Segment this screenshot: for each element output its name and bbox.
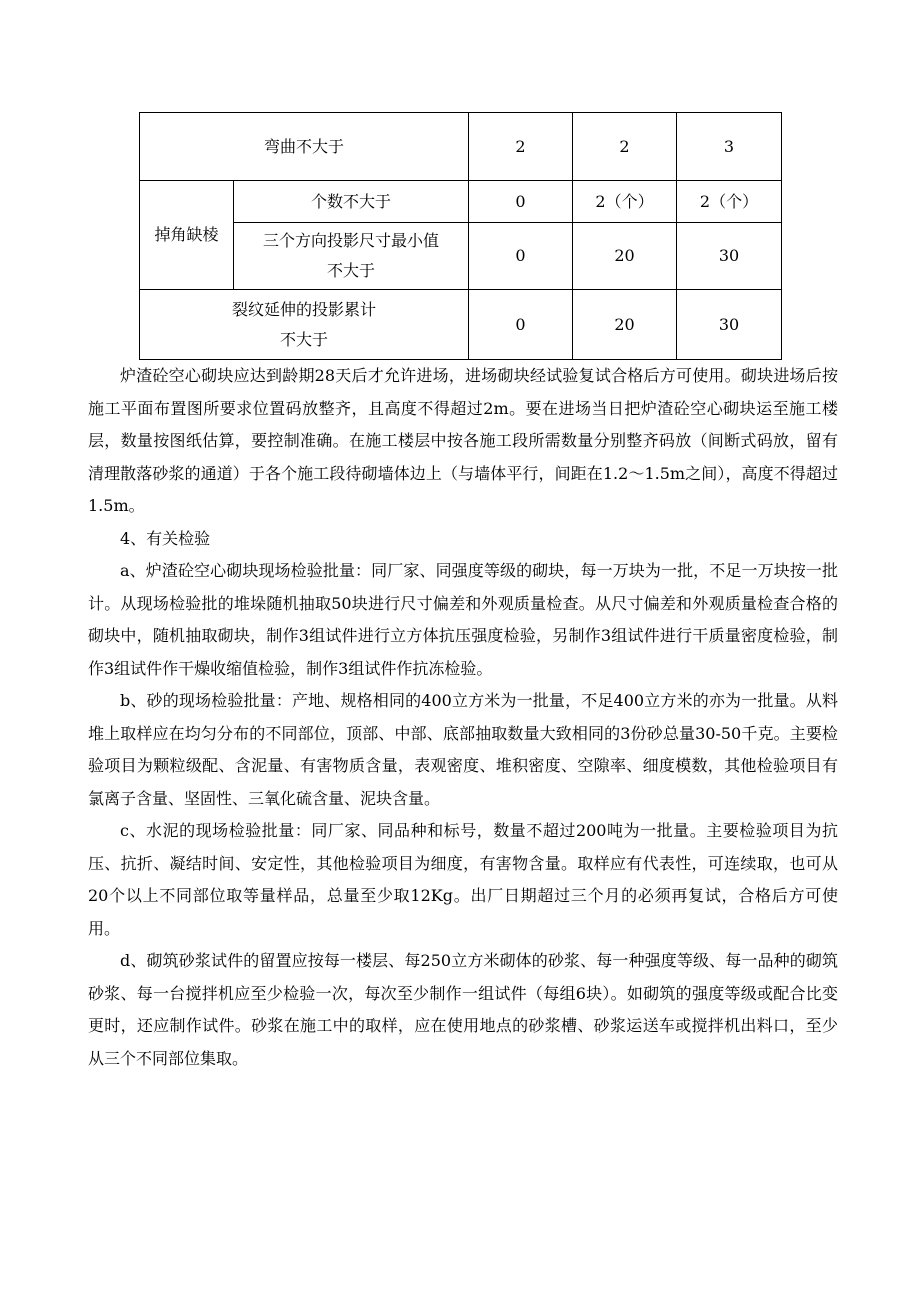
paragraph: c、水泥的现场检验批量：同厂家、同品种和标号，数量不超过200吨为一批量。主要检验项目为抗压、抗折、凝结时间、安定性，其他检验项目为细度，有害物含量。取样应有代表性，可连续取，也可从20个以上不同部位取等量样品，总量至少取12Kg。出厂日期超过三个月的必须再复试，合格后方可使用。: [88, 821, 838, 938]
table-cell: 20: [573, 290, 677, 360]
paragraph: a、炉渣砼空心砌块现场检验批量：同厂家、同强度等级的砌块，每一万块为一批，不足一万块按一批计。从现场检验批的堆垛随机抽取50块进行尺寸偏差和外观质量检查。从尺寸偏差和外观质量检查合格的砌块中，随机抽取砌块，制作3组试件进行立方体抗压强度检验，另制作3组试件进行干质量密度检验，制作3组试件作干燥收缩值检验，制作3组试件作抗冻检验。: [88, 561, 838, 678]
row-label: [140, 290, 469, 360]
paragraph: b、砂的现场检验批量：产地、规格相同的400立方米为一批量，不足400立方米的亦为一批量。从料堆上取样应在均匀分布的不同部位，顶部、中部、底部抽取数量大致相同的3份砂总量30-50千克。主要检验项目为颗粒级配、含泥量、有害物质含量，表观密度、堆积密度、空隙率、细度模数，其他检验项目有氯离子含量、坚固性、三氧化硫含量、泥块含量。: [88, 691, 838, 808]
row-label-line: 裂纹延伸的投影累计: [232, 299, 377, 319]
table-cell: 0: [469, 223, 573, 290]
table-row: [140, 290, 782, 360]
row-label-line: 不大于: [280, 329, 329, 349]
table-cell: 2: [469, 113, 573, 181]
table-cell: 3: [677, 113, 782, 181]
defect-spec-table: [139, 112, 782, 360]
body-text: [88, 360, 838, 1075]
row-label: 弯曲不大于: [140, 113, 469, 181]
paragraph: d、砌筑砂浆试件的留置应按每一楼层、每250立方米砌体的砂浆、每一种强度等级、每一品种的砌筑砂浆、每一台搅拌机应至少检验一次，每次至少制作一组试件（每组6块）。如砌筑的强度等级或配合比变更时，还应制作试件。砂浆在施工中的取样，应在使用地点的砂浆槽、砂浆运送车或搅拌机出料口，至少从三个不同部位集取。: [88, 951, 838, 1068]
group-label: 掉角缺棱: [140, 181, 234, 290]
section-heading: 4、有关检验: [120, 528, 211, 548]
table-cell: 0: [469, 290, 573, 360]
row-label: [234, 223, 469, 290]
table-cell: 2: [573, 113, 677, 181]
table-cell: 2（个）: [573, 181, 677, 223]
table-cell: 2（个）: [677, 181, 782, 223]
row-label-line: 不大于: [327, 261, 376, 280]
row-label-line: 三个方向投影尺寸最小值: [263, 231, 440, 250]
table-cell: 20: [573, 223, 677, 290]
row-label: 个数不大于: [234, 181, 469, 223]
table-row: [140, 223, 782, 290]
table-cell: 0: [469, 181, 573, 223]
table-row: [140, 113, 782, 181]
table-cell: 30: [677, 290, 782, 360]
table-row: [140, 181, 782, 223]
table-cell: 30: [677, 223, 782, 290]
paragraph: 炉渣砼空心砌块应达到龄期28天后才允许进场，进场砌块经试验复试合格后方可使用。砌块进场后按施工平面布置图所要求位置码放整齐，且高度不得超过2m。要在进场当日把炉渣砼空心砌块运至施工楼层，数量按图纸估算，要控制准确。在施工楼层中按各施工段所需数量分别整齐码放（间断式码放，留有清理散落砂浆的通道）于各个施工段待砌墙体边上（与墙体平行，间距在1.2～1.5m之间），高度不得超过1.5m。: [88, 366, 838, 515]
